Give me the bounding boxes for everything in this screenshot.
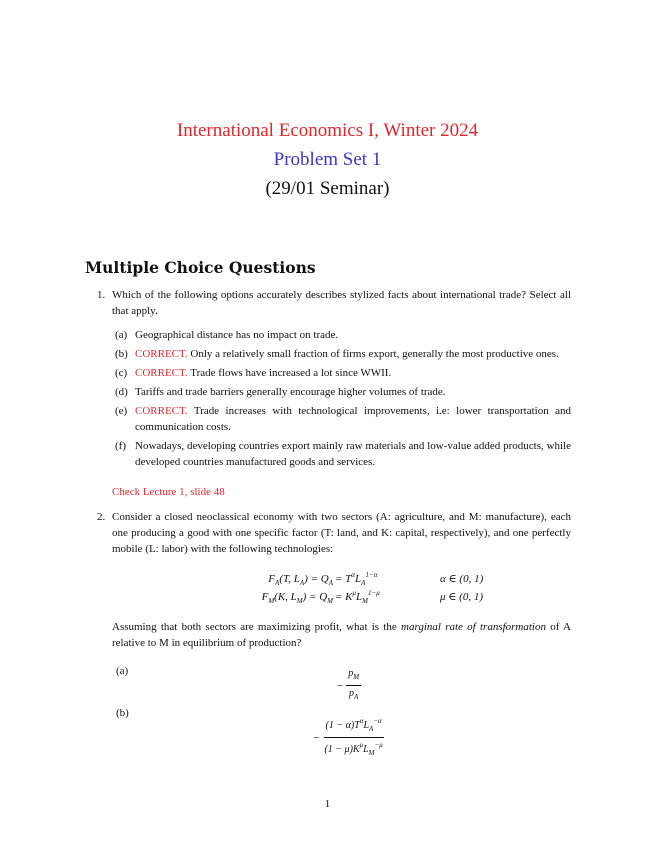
problem-set-title: Problem Set 1	[273, 149, 382, 170]
equation-lhs: $F_A(T$, $L_A) = Q_A$	[268, 573, 333, 587]
option-f	[112, 438, 571, 470]
option-c	[112, 365, 571, 381]
correct-marker: CORRECT.	[135, 405, 188, 417]
equation-condition: α ∈ (0, 1)	[440, 573, 484, 585]
option-text: Trade flows have increased a lot since WWII.	[190, 367, 392, 379]
question-2	[97, 509, 571, 757]
option-text: Tariffs and trade barriers generally encourage higher volumes of trade.	[135, 386, 446, 398]
questions-content	[97, 287, 571, 757]
equation-condition: μ ∈ (0, 1)	[440, 591, 483, 603]
correct-marker: CORRECT.	[135, 367, 188, 379]
mrt-question: Assuming that both sectors are maximizing profit, what is the marginal rate of transformation of A relative to M in equilibrium of production?	[112, 621, 571, 649]
sub-option-label: (a)	[116, 665, 129, 677]
course-title: International Economics I, Winter 2024	[176, 120, 479, 141]
option-label: (c)	[115, 367, 128, 379]
question-number: 1.	[97, 289, 106, 301]
option-label: (e)	[115, 405, 128, 417]
question-number: 2.	[97, 511, 106, 523]
seminar-date: (29/01 Seminar)	[265, 178, 390, 199]
sub-option-a	[112, 663, 571, 701]
production-equations	[112, 567, 586, 603]
fraction-b: − $\frac{(1 - \alpha)T^\alpha L_A^{-\alpha}}{(1 - \mu)K^\mu L_M^{-\mu}}$	[313, 717, 383, 757]
option-text: Geographical distance has no impact on trade.	[135, 329, 339, 341]
mrt-term: marginal rate of transformation	[401, 621, 546, 633]
option-text: Only a relatively small fraction of firms export, generally the most productive ones.	[190, 348, 559, 360]
title-block	[0, 116, 655, 203]
option-label: (d)	[115, 386, 128, 398]
option-d	[112, 384, 571, 400]
question-text: Which of the following options accurately describes stylized facts about international trade? Select all that apply.	[112, 289, 571, 317]
page-number: 1	[324, 798, 331, 810]
equation-lhs: $F_M(K$, $L_M) = Q_M$	[261, 591, 333, 605]
option-label: (f)	[115, 440, 126, 452]
option-text: Nowadays, developing countries export mainly raw materials and low-value added products, while developed countries manufactured goods and services.	[135, 440, 571, 468]
sub-option-label: (b)	[116, 707, 129, 719]
equation-rhs: = $T^\alpha L_A^{1-\alpha}$	[335, 571, 378, 587]
fraction-a: − $\frac{p_M}{p_A}$	[336, 668, 360, 701]
option-a	[112, 327, 571, 343]
question-text: Consider a closed neoclassical economy with two sectors (A: agriculture, and M: manufacture), each one producing a good with one specific factor (T: land, and K: capital, respectively), and one perfectly mobile (L: labor) with the following technologies:	[112, 511, 571, 555]
equation-manufacture	[112, 585, 586, 603]
option-label: (a)	[115, 329, 128, 341]
option-text: Trade increases with technological improvements, i.e: lower transportation and communication costs.	[135, 405, 571, 433]
question-1	[97, 287, 571, 500]
sub-option-b	[112, 705, 571, 757]
equation-rhs: = $K^\mu L_M^{1-\mu}$	[335, 589, 380, 605]
option-b	[112, 346, 571, 362]
options-list	[112, 327, 571, 470]
lecture-reference: Check Lecture 1, slide 48	[112, 486, 225, 498]
correct-marker: CORRECT.	[135, 348, 188, 360]
option-label: (b)	[115, 348, 128, 360]
section-title: Multiple Choice Questions	[85, 258, 316, 277]
equation-agriculture	[112, 567, 586, 585]
option-e	[112, 403, 571, 435]
